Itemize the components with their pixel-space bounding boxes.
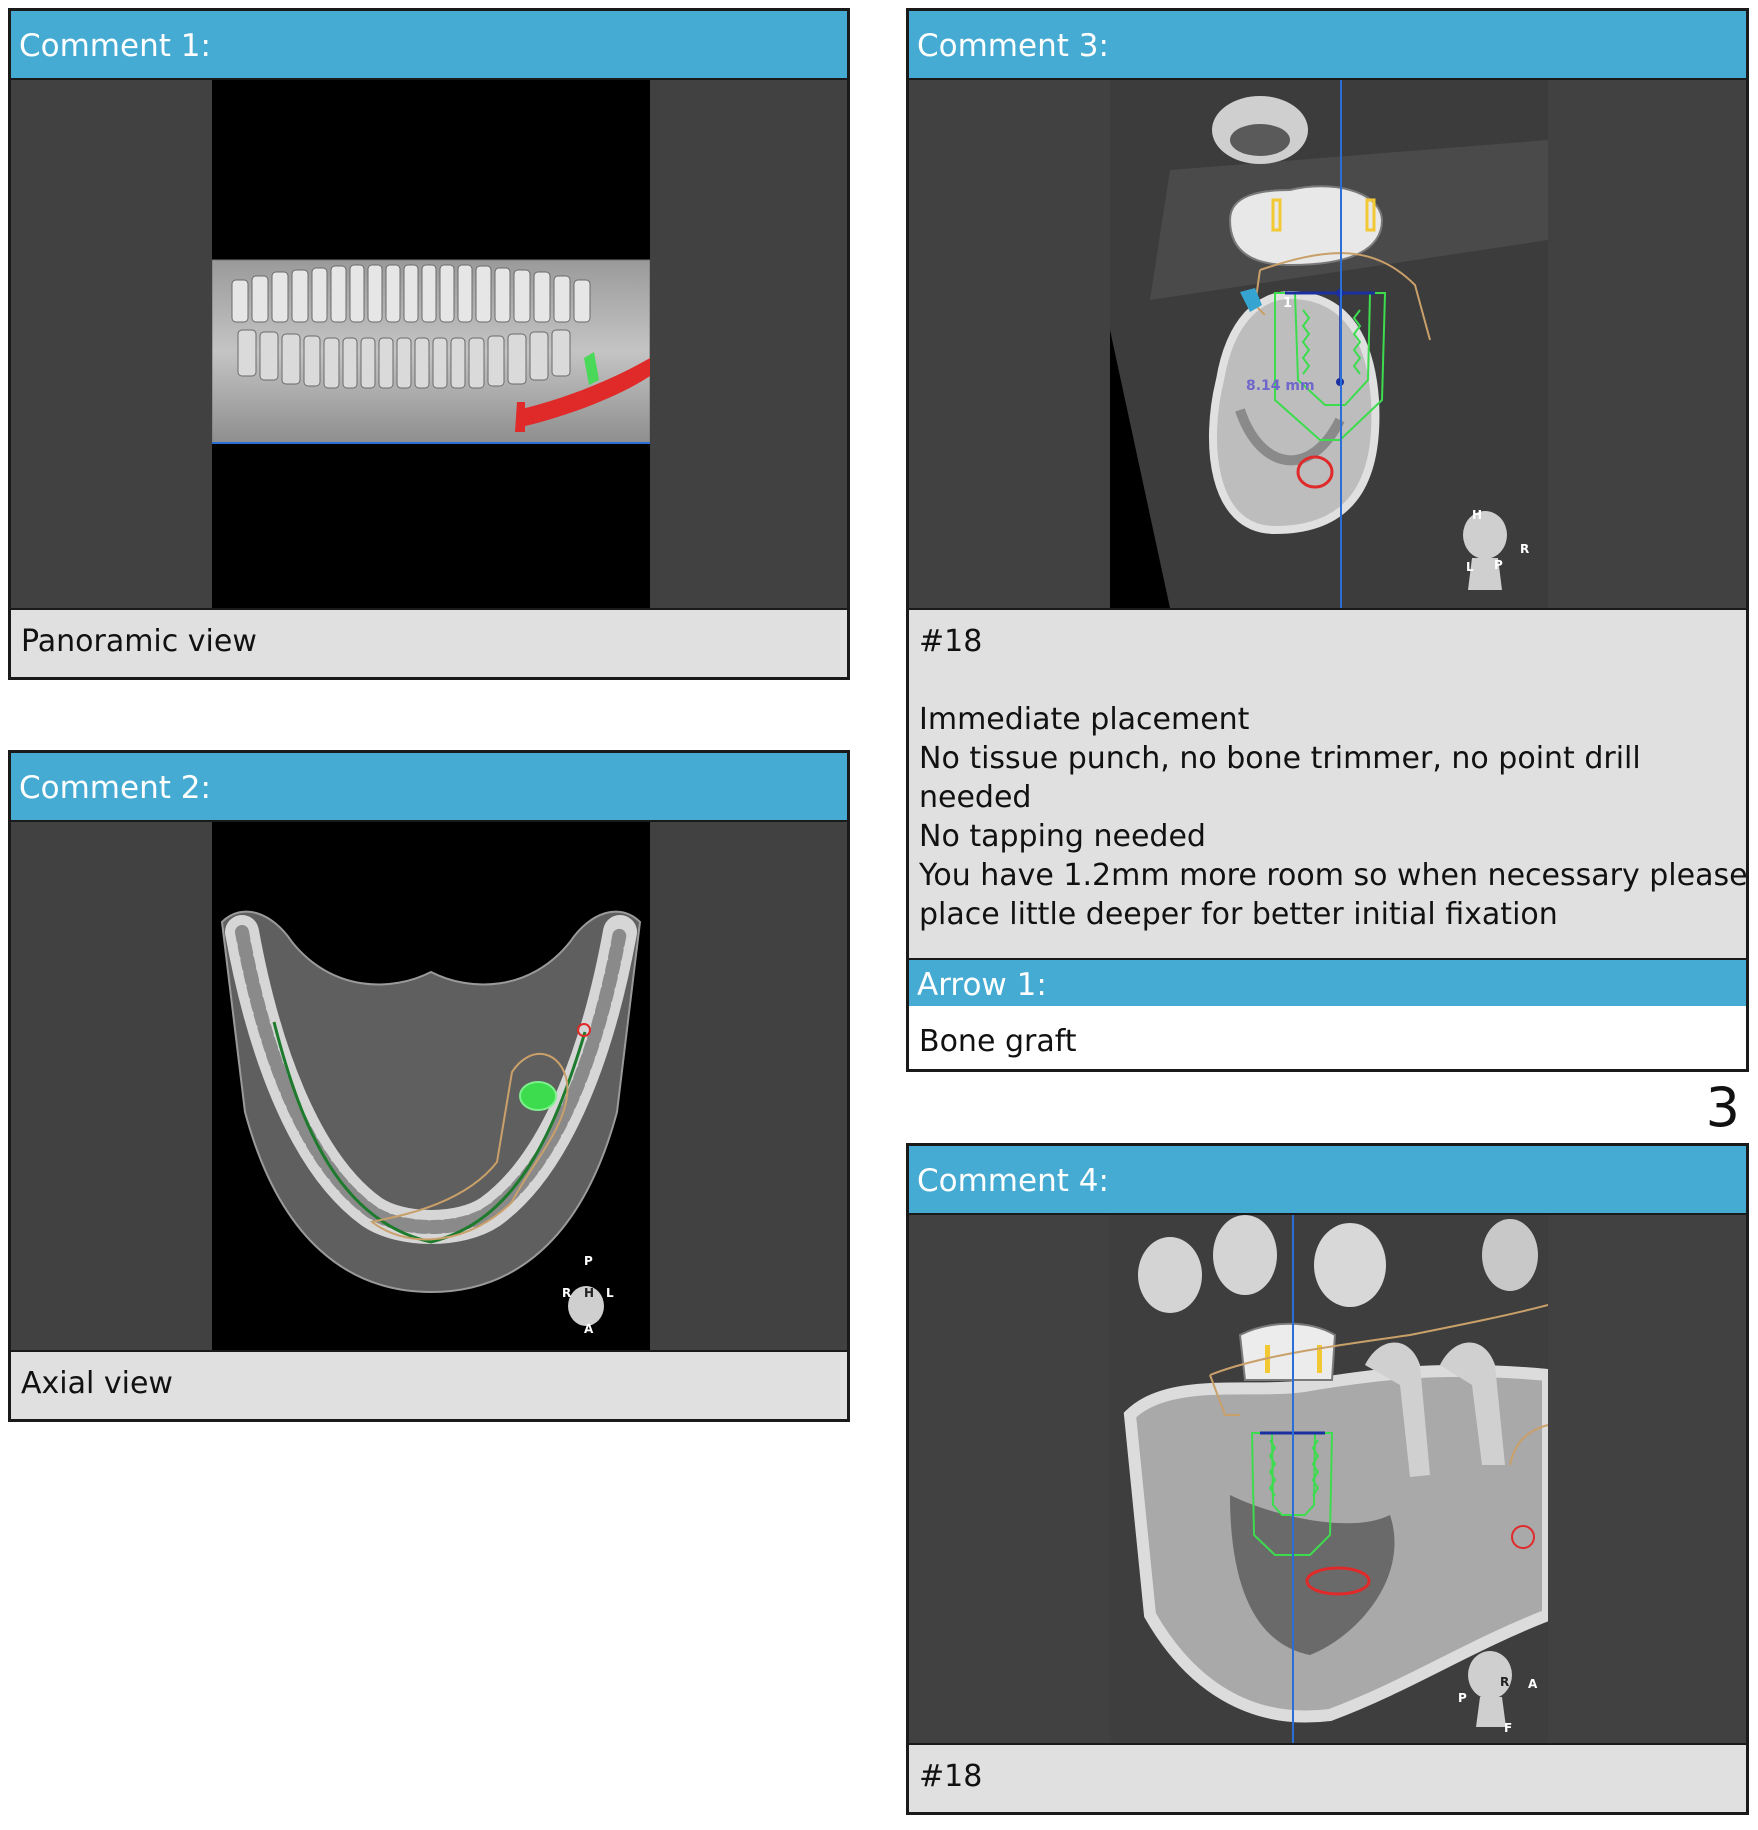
comment-3-viewer[interactable] — [909, 80, 1746, 608]
caption-text: Panoramic view — [21, 624, 257, 659]
cross-orient-bottom: P — [1494, 558, 1503, 572]
tooth-number: #18 — [919, 624, 983, 659]
note-line: No tissue punch, no bone trimmer, no point drill — [919, 741, 1641, 776]
note-line: No tapping needed — [919, 819, 1206, 854]
cross-orient-left: L — [1466, 560, 1474, 574]
cross-section-image — [1110, 80, 1548, 608]
cross-orient-right: R — [1520, 542, 1530, 556]
cross-orient-top: H — [1472, 508, 1483, 522]
axial-orientation-head-icon — [562, 1254, 614, 1342]
comment-3-notes — [909, 608, 1746, 958]
axial-orient-top: P — [584, 1254, 593, 1268]
tooth-number: #18 — [919, 1759, 983, 1794]
note-line: Immediate placement — [919, 702, 1250, 737]
note-line: needed — [919, 780, 1032, 815]
comment-2-panel — [8, 750, 850, 1422]
arrow-1-header: Arrow 1: — [909, 958, 1746, 1006]
comment-4-header: Comment 4: — [909, 1146, 1746, 1215]
sagittal-image — [1110, 1215, 1548, 1743]
cross-orientation-head-icon — [1466, 508, 1536, 588]
comment-3-panel — [906, 8, 1749, 1072]
axial-orient-right: L — [606, 1286, 614, 1300]
comment-2-caption — [11, 1350, 847, 1419]
panoramic-image — [212, 80, 650, 608]
sagittal-orient-right: A — [1528, 1677, 1538, 1691]
comment-1-caption — [11, 608, 847, 677]
axial-orient-left: R — [562, 1286, 572, 1300]
measurement-label: 8.14 mm — [1246, 378, 1315, 394]
comment-1-header: Comment 1: — [11, 11, 847, 80]
sagittal-orient-bottom: F — [1504, 1721, 1513, 1735]
comment-1-viewer[interactable] — [11, 80, 847, 608]
note-line: place little deeper for better initial fixation — [919, 897, 1558, 932]
axial-image — [212, 822, 650, 1350]
arrow-1-text: Bone graft — [909, 1006, 1746, 1069]
comment-2-header: Comment 2: — [11, 753, 847, 822]
axial-orient-center: H — [584, 1286, 595, 1300]
sagittal-orientation-head-icon — [1458, 1651, 1538, 1737]
arrow-1-marker: 1 — [1283, 296, 1293, 311]
caption-text: Axial view — [21, 1366, 173, 1401]
comment-2-viewer[interactable] — [11, 822, 847, 1350]
page-number: 3 — [1705, 1076, 1740, 1139]
sagittal-orient-left: P — [1458, 1691, 1467, 1705]
comment-3-header: Comment 3: — [909, 11, 1746, 80]
comment-4-viewer[interactable] — [909, 1215, 1746, 1743]
comment-4-caption — [909, 1743, 1746, 1812]
comment-1-panel — [8, 8, 850, 680]
comment-4-panel — [906, 1143, 1749, 1815]
axial-orient-bottom: A — [584, 1322, 594, 1336]
note-line: You have 1.2mm more room so when necessary please — [919, 858, 1748, 893]
sagittal-orient-mid: R — [1500, 1675, 1510, 1689]
